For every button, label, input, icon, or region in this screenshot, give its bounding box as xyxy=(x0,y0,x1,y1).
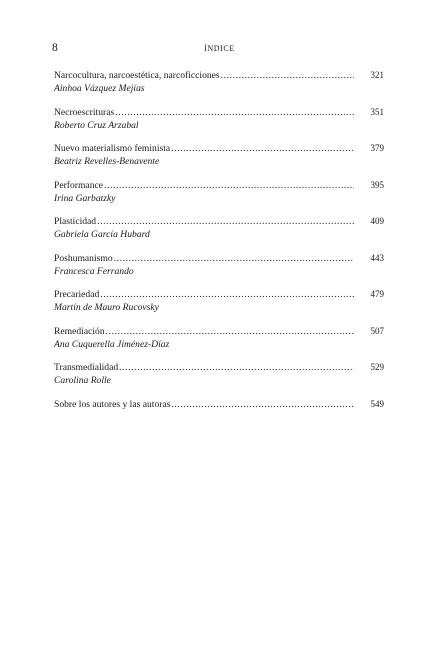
toc-entry-page: 479 xyxy=(370,289,384,299)
toc-entry-page: 321 xyxy=(370,70,384,80)
toc-entry-page: 529 xyxy=(370,362,384,372)
toc-entry-title: Performance xyxy=(54,179,104,191)
toc-entry-title: Sobre los autores y las autoras xyxy=(54,398,171,410)
dot-leader xyxy=(119,361,354,374)
toc-entry-page: 395 xyxy=(370,179,384,190)
toc-entry-title: Transmedialidad xyxy=(54,362,119,373)
table-of-contents xyxy=(54,69,384,434)
toc-entry-title: Plasticidad xyxy=(54,216,97,227)
page-number: 8 xyxy=(52,42,58,54)
toc-entry-page: 443 xyxy=(370,252,384,263)
dot-leader xyxy=(104,179,354,192)
toc-entry-title: Nuevo materialismo feminista xyxy=(54,143,171,154)
dot-leader xyxy=(100,288,354,301)
toc-entry-title: Narcocultura, narcoestética, narcoficciones xyxy=(54,70,220,81)
toc-entry xyxy=(54,288,384,325)
toc-entry-author: Gabriela García Hubard xyxy=(54,229,150,240)
toc-entry-page: 549 xyxy=(370,398,384,409)
toc-entry xyxy=(54,142,384,179)
toc-entry xyxy=(54,325,384,362)
toc-entry-title: Precariedad xyxy=(54,289,100,300)
toc-entry-author: Ana Cuquerella Jiménez-Díaz xyxy=(54,338,170,350)
toc-entry xyxy=(54,361,384,398)
dot-leader xyxy=(97,215,354,228)
toc-entry-page: 507 xyxy=(370,325,384,336)
dot-leader xyxy=(114,252,354,265)
toc-entry-author: Irina Garbatzky xyxy=(54,192,116,204)
toc-entry-author: Beatriz Revelles-Benavente xyxy=(54,156,160,167)
dot-leader xyxy=(106,325,354,338)
toc-entry-author: Martín de Mauro Rucovsky xyxy=(54,302,159,313)
toc-entry-author: Francesca Ferrando xyxy=(54,265,134,277)
toc-entry xyxy=(54,69,384,106)
toc-entry-author: Roberto Cruz Arzabal xyxy=(54,119,139,131)
dot-leader xyxy=(171,398,354,411)
toc-entry xyxy=(54,179,384,216)
toc-entry xyxy=(54,252,384,289)
toc-entry-page: 409 xyxy=(370,216,384,226)
toc-entry-author: Carolina Rolle xyxy=(54,375,111,386)
toc-entry-title: Poshumanismo xyxy=(54,252,113,264)
toc-entry-author: Ainhoa Vázquez Mejías xyxy=(54,83,145,94)
running-head: ÍNDICE xyxy=(204,44,235,53)
toc-entry-title: Necroescrituras xyxy=(54,106,115,118)
toc-entry-page: 351 xyxy=(370,106,384,117)
toc-entry xyxy=(54,398,384,435)
toc-entry-page: 379 xyxy=(370,143,384,153)
toc-entry xyxy=(54,106,384,143)
toc-entry xyxy=(54,215,384,252)
toc-entry-title: Remediación xyxy=(54,325,105,337)
dot-leader xyxy=(115,106,354,119)
dot-leader xyxy=(171,142,354,155)
dot-leader xyxy=(221,69,354,82)
